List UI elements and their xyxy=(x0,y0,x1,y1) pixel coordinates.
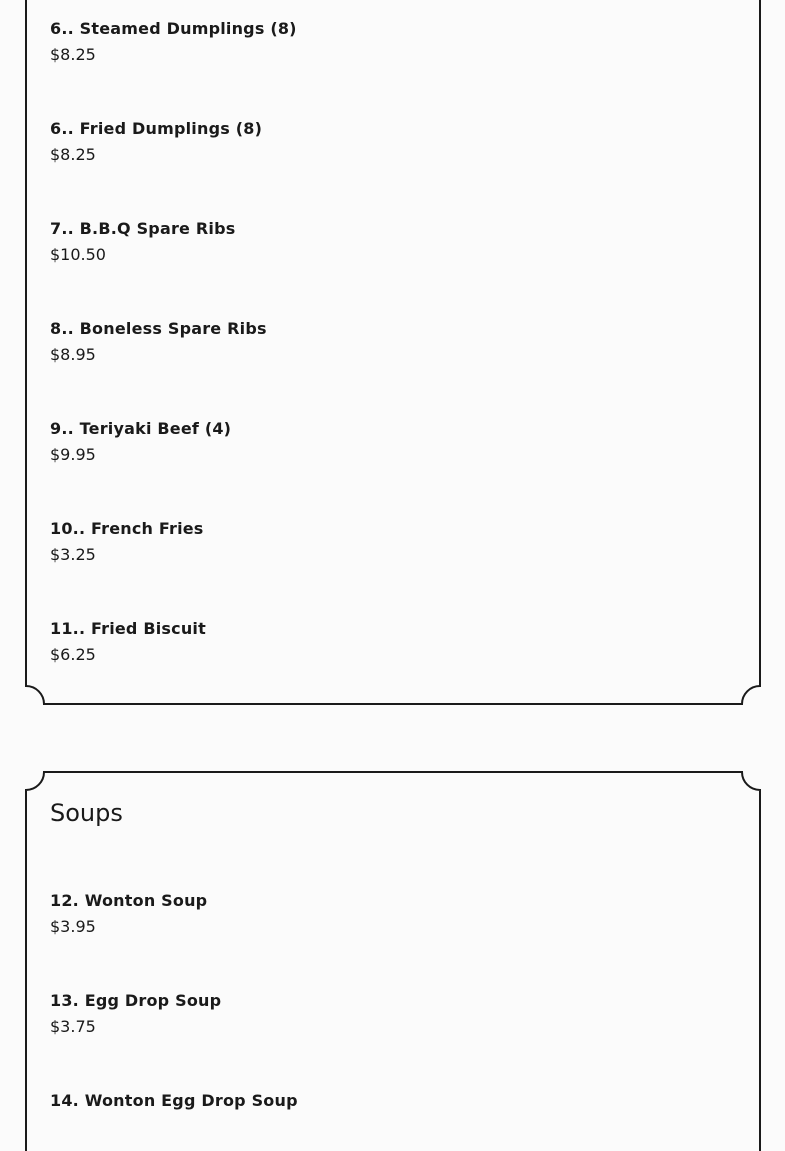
menu-item[interactable] xyxy=(50,891,207,937)
soups-panel xyxy=(25,771,759,1151)
menu-item-price: $6.25 xyxy=(50,645,96,664)
menu-item-name: 9.. Teriyaki Beef (4) xyxy=(50,419,232,438)
menu-item-name: 12. Wonton Soup xyxy=(50,891,208,910)
menu-item-price: $3.25 xyxy=(50,545,96,564)
menu-item-name: 14. Wonton Egg Drop Soup xyxy=(50,1091,298,1110)
menu-item-price: $3.95 xyxy=(50,917,96,936)
menu-item[interactable] xyxy=(50,419,231,465)
menu-item-name: 8.. Boneless Spare Ribs xyxy=(50,319,267,338)
menu-item-price: $8.95 xyxy=(50,345,96,364)
appetizers-panel xyxy=(25,0,759,705)
menu-item-price: $8.25 xyxy=(50,145,96,164)
menu-item[interactable] xyxy=(50,119,262,165)
menu-item[interactable] xyxy=(50,19,297,65)
menu-item[interactable] xyxy=(50,991,221,1037)
menu-item-name: 11.. Fried Biscuit xyxy=(50,619,206,638)
menu-item-name: 13. Egg Drop Soup xyxy=(50,991,222,1010)
menu-item[interactable] xyxy=(50,219,235,265)
menu-item-name: 6.. Fried Dumplings (8) xyxy=(50,119,263,138)
menu-item[interactable] xyxy=(50,1091,298,1117)
menu-item[interactable] xyxy=(50,519,204,565)
menu-item-price: $3.75 xyxy=(50,1017,96,1036)
menu-item-name: 6.. Steamed Dumplings (8) xyxy=(50,19,297,38)
menu-item-name: 7.. B.B.Q Spare Ribs xyxy=(50,219,236,238)
menu-item-price: $8.25 xyxy=(50,45,96,64)
menu-item[interactable] xyxy=(50,619,206,665)
section-title: Soups xyxy=(50,799,123,827)
menu-item-price: $9.95 xyxy=(50,445,96,464)
menu-item-name: 10.. French Fries xyxy=(50,519,204,538)
menu-item[interactable] xyxy=(50,319,267,365)
menu-item-price: $10.50 xyxy=(50,245,106,264)
